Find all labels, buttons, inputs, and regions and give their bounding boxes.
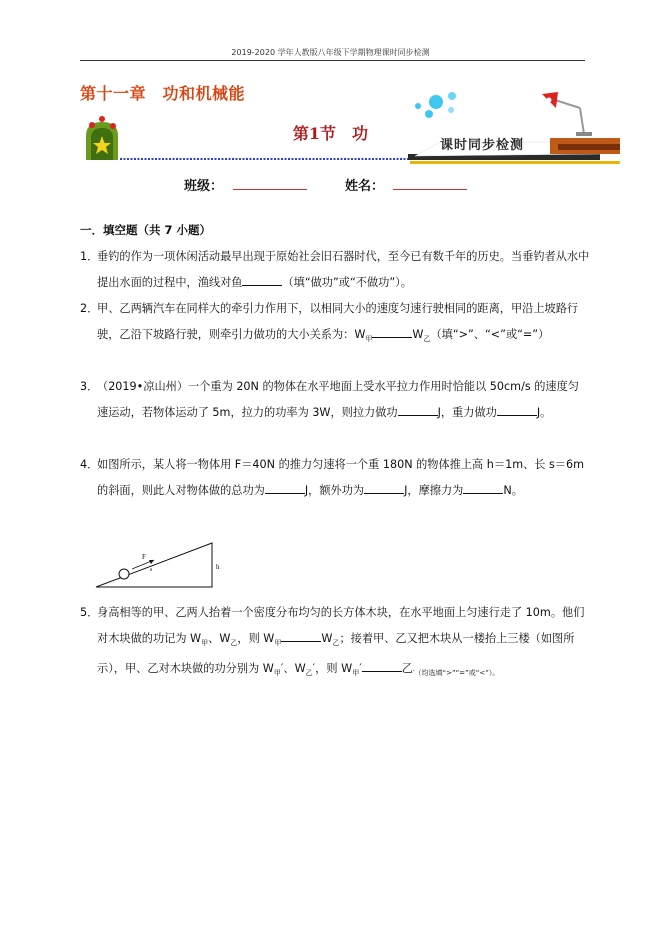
student-info-row xyxy=(0,175,661,195)
question-1: 1． 垂钓的作为一项休闲活动最早出现于原始社会旧石器时代，至今已有数千年的历史。当垂钓者从水中提出水面的过程中，渔线对鱼 （填“做功”或“不做功”）。 xyxy=(80,250,590,289)
incline-plane xyxy=(96,543,212,587)
answer-blank[interactable] xyxy=(242,273,282,286)
object-ball xyxy=(119,569,129,579)
question-2: 2． 甲、乙两辆汽车在同样大的牵引力作用下，以相同大小的速度匀速行驶相同的距离，甲沿上坡路行驶，乙沿下坡路行驶，则牵引力做功的大小关系为：$W_甲$ $W_乙$（填“>”、“<”或“=”） xyxy=(80,302,579,344)
name-label: 姓名： xyxy=(345,179,385,194)
chapter-title: 第十一章 功和机械能 xyxy=(80,84,246,103)
answer-blank[interactable] xyxy=(497,403,537,416)
answer-blank[interactable] xyxy=(372,325,412,338)
name-blank[interactable] xyxy=(393,189,467,190)
class-blank[interactable] xyxy=(233,189,307,190)
incline-figure xyxy=(94,537,224,591)
answer-blank[interactable] xyxy=(362,659,402,672)
page-header: 2019-2020 学年人教版八年级下学期物理课时同步检测 xyxy=(231,48,430,57)
height-label: h xyxy=(216,563,220,571)
answer-blank[interactable] xyxy=(463,481,503,494)
force-label: F xyxy=(142,553,146,561)
question-section-title: 一．填空题（共 7 小题） xyxy=(80,223,212,237)
answer-blank[interactable] xyxy=(281,629,321,642)
question-3: 3． （2019•凉山州）一个重为 20N 的物体在水平地面上受水平拉力作用时恰能以 50cm/s 的速度匀速运动，若物体运动了 5m，拉力的功率为 3W，则拉力做功 J，重力做功 J。 xyxy=(80,380,579,419)
bubbles-decoration xyxy=(415,92,456,118)
class-label: 班级： xyxy=(184,179,224,194)
distance-label: s xyxy=(150,567,153,573)
answer-blank[interactable] xyxy=(398,403,438,416)
section-title: 第1节 功 xyxy=(292,124,369,143)
question-5: 5． 身高相等的甲、乙两人抬着一个密度分布均匀的长方体木块，在水平地面上匀速行走了 10m。他们对木块做的功记为 $W_甲$、$W_乙$，则 $W_甲$ $W_乙$；接着甲、乙又把木块从一楼抬上三楼（如图所示），甲、乙对木块做的功分别为 $W_甲'$、$W_乙'$，则 $W_甲'$ 乙$_{'(均选填“>”“=”或“<”)。}$ xyxy=(80,606,585,678)
question-4: 4． 如图所示，某人将一物体用 F＝40N 的推力匀速将一个重 180N 的物体推上高 h＝1m、长 s＝6m 的斜面，则此人对物体做的总功为 J，额外功为 J，摩擦力为 N。 xyxy=(80,458,585,497)
answer-blank[interactable] xyxy=(364,481,404,494)
header-divider xyxy=(80,60,585,61)
banner-tag: 课时同步检测 xyxy=(440,138,525,153)
answer-blank[interactable] xyxy=(265,481,305,494)
